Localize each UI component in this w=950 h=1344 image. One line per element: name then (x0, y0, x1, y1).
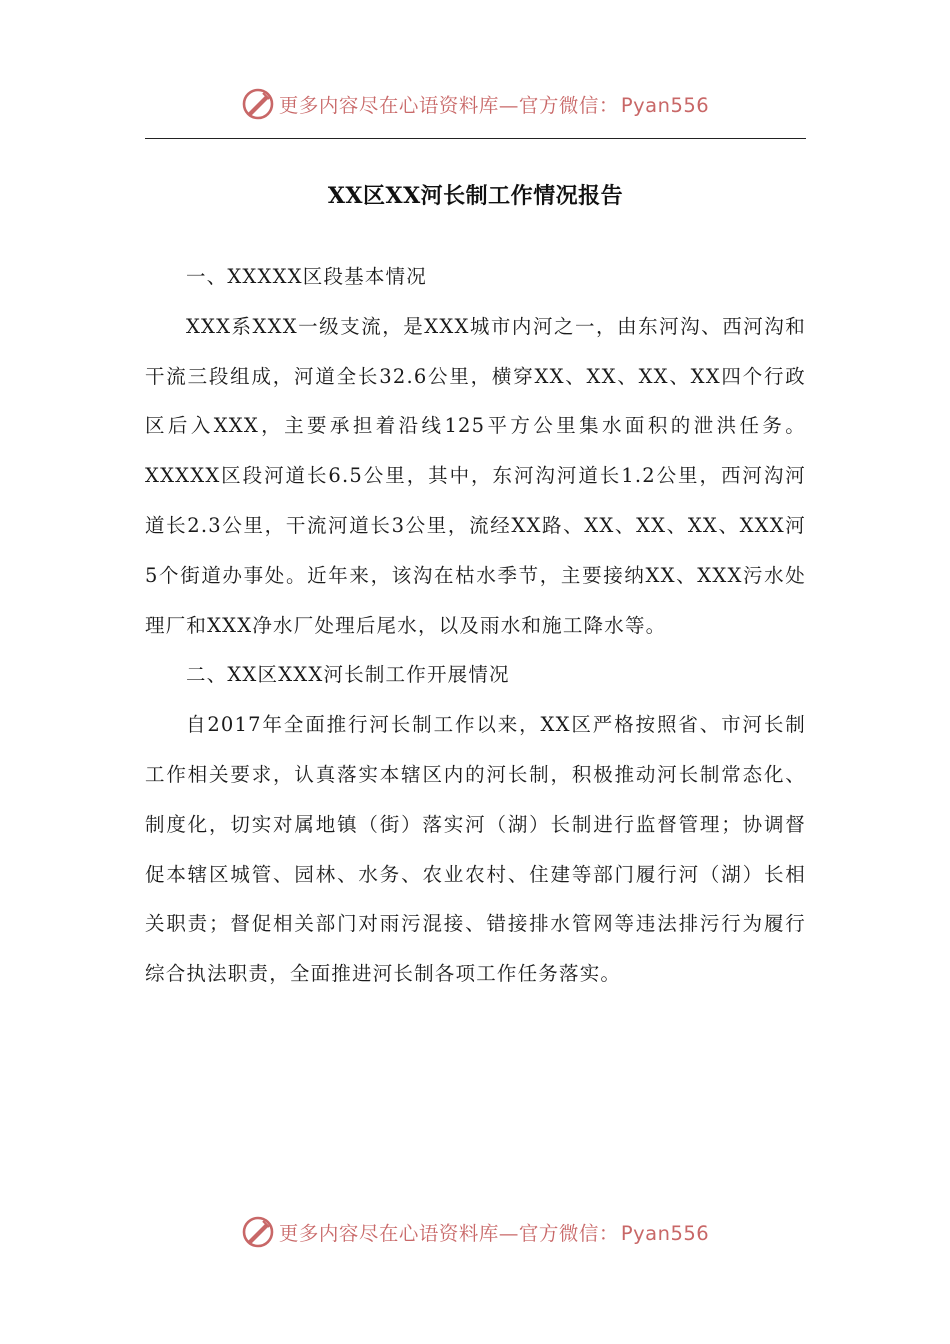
footer-banner-label: 更多内容尽在心语资料库—官方微信： (278, 1222, 619, 1245)
header-banner (0, 82, 950, 126)
quill-logo-icon (241, 1215, 275, 1249)
footer-wechat-id: Pyan556 (620, 1222, 710, 1245)
section2-heading: 二、XX区XXX河长制工作开展情况 (185, 663, 510, 687)
header-banner-label: 更多内容尽在心语资料库—官方微信： (278, 94, 619, 117)
header-wechat-id: Pyan556 (620, 94, 710, 117)
footer-banner-text (279, 1218, 709, 1246)
document-body (145, 252, 806, 999)
document-title: XX区XX河长制工作情况报告 (327, 183, 624, 209)
header-banner-text (279, 90, 709, 118)
quill-logo-icon (241, 87, 275, 121)
section1-paragraph: XXX系XXX一级支流，是XXX城市内河之一，由东河沟、西河沟和干流三段组成，河道全长32.6公里，横穿XX、XX、XX、XX四个行政区后入XXX，主要承担着沿线125平方公里集水面积的泄洪任务。XXXXX区段河道长6.5公里，其中，东河沟河道长1.2公里，西河沟河道长2.3公里，干流河道长3公里，流经XX路、XX、XX、XX、XXX河5个街道办事处。近年来，该沟在枯水季节，主要接纳XX、XXX污水处理厂和XXX净水厂处理后尾水，以及雨水和施工降水等。 (145, 314, 806, 637)
footer-banner (0, 1210, 950, 1254)
section1-heading: 一、XXXXX区段基本情况 (185, 265, 427, 288)
header-divider (145, 138, 806, 139)
section2-paragraph: 自2017年全面推行河长制工作以来，XX区严格按照省、市河长制工作相关要求，认真落实本辖区内的河长制，积极推动河长制常态化、制度化，切实对属地镇（街）落实河（湖）长制进行监督管理；协调督促本辖区城管、园林、水务、农业农村、住建等部门履行河（湖）长相关职责；督促相关部门对雨污混接、错接排水管网等违法排污行为履行综合执法职责，全面推进河长制各项工作任务落实。 (145, 713, 806, 986)
